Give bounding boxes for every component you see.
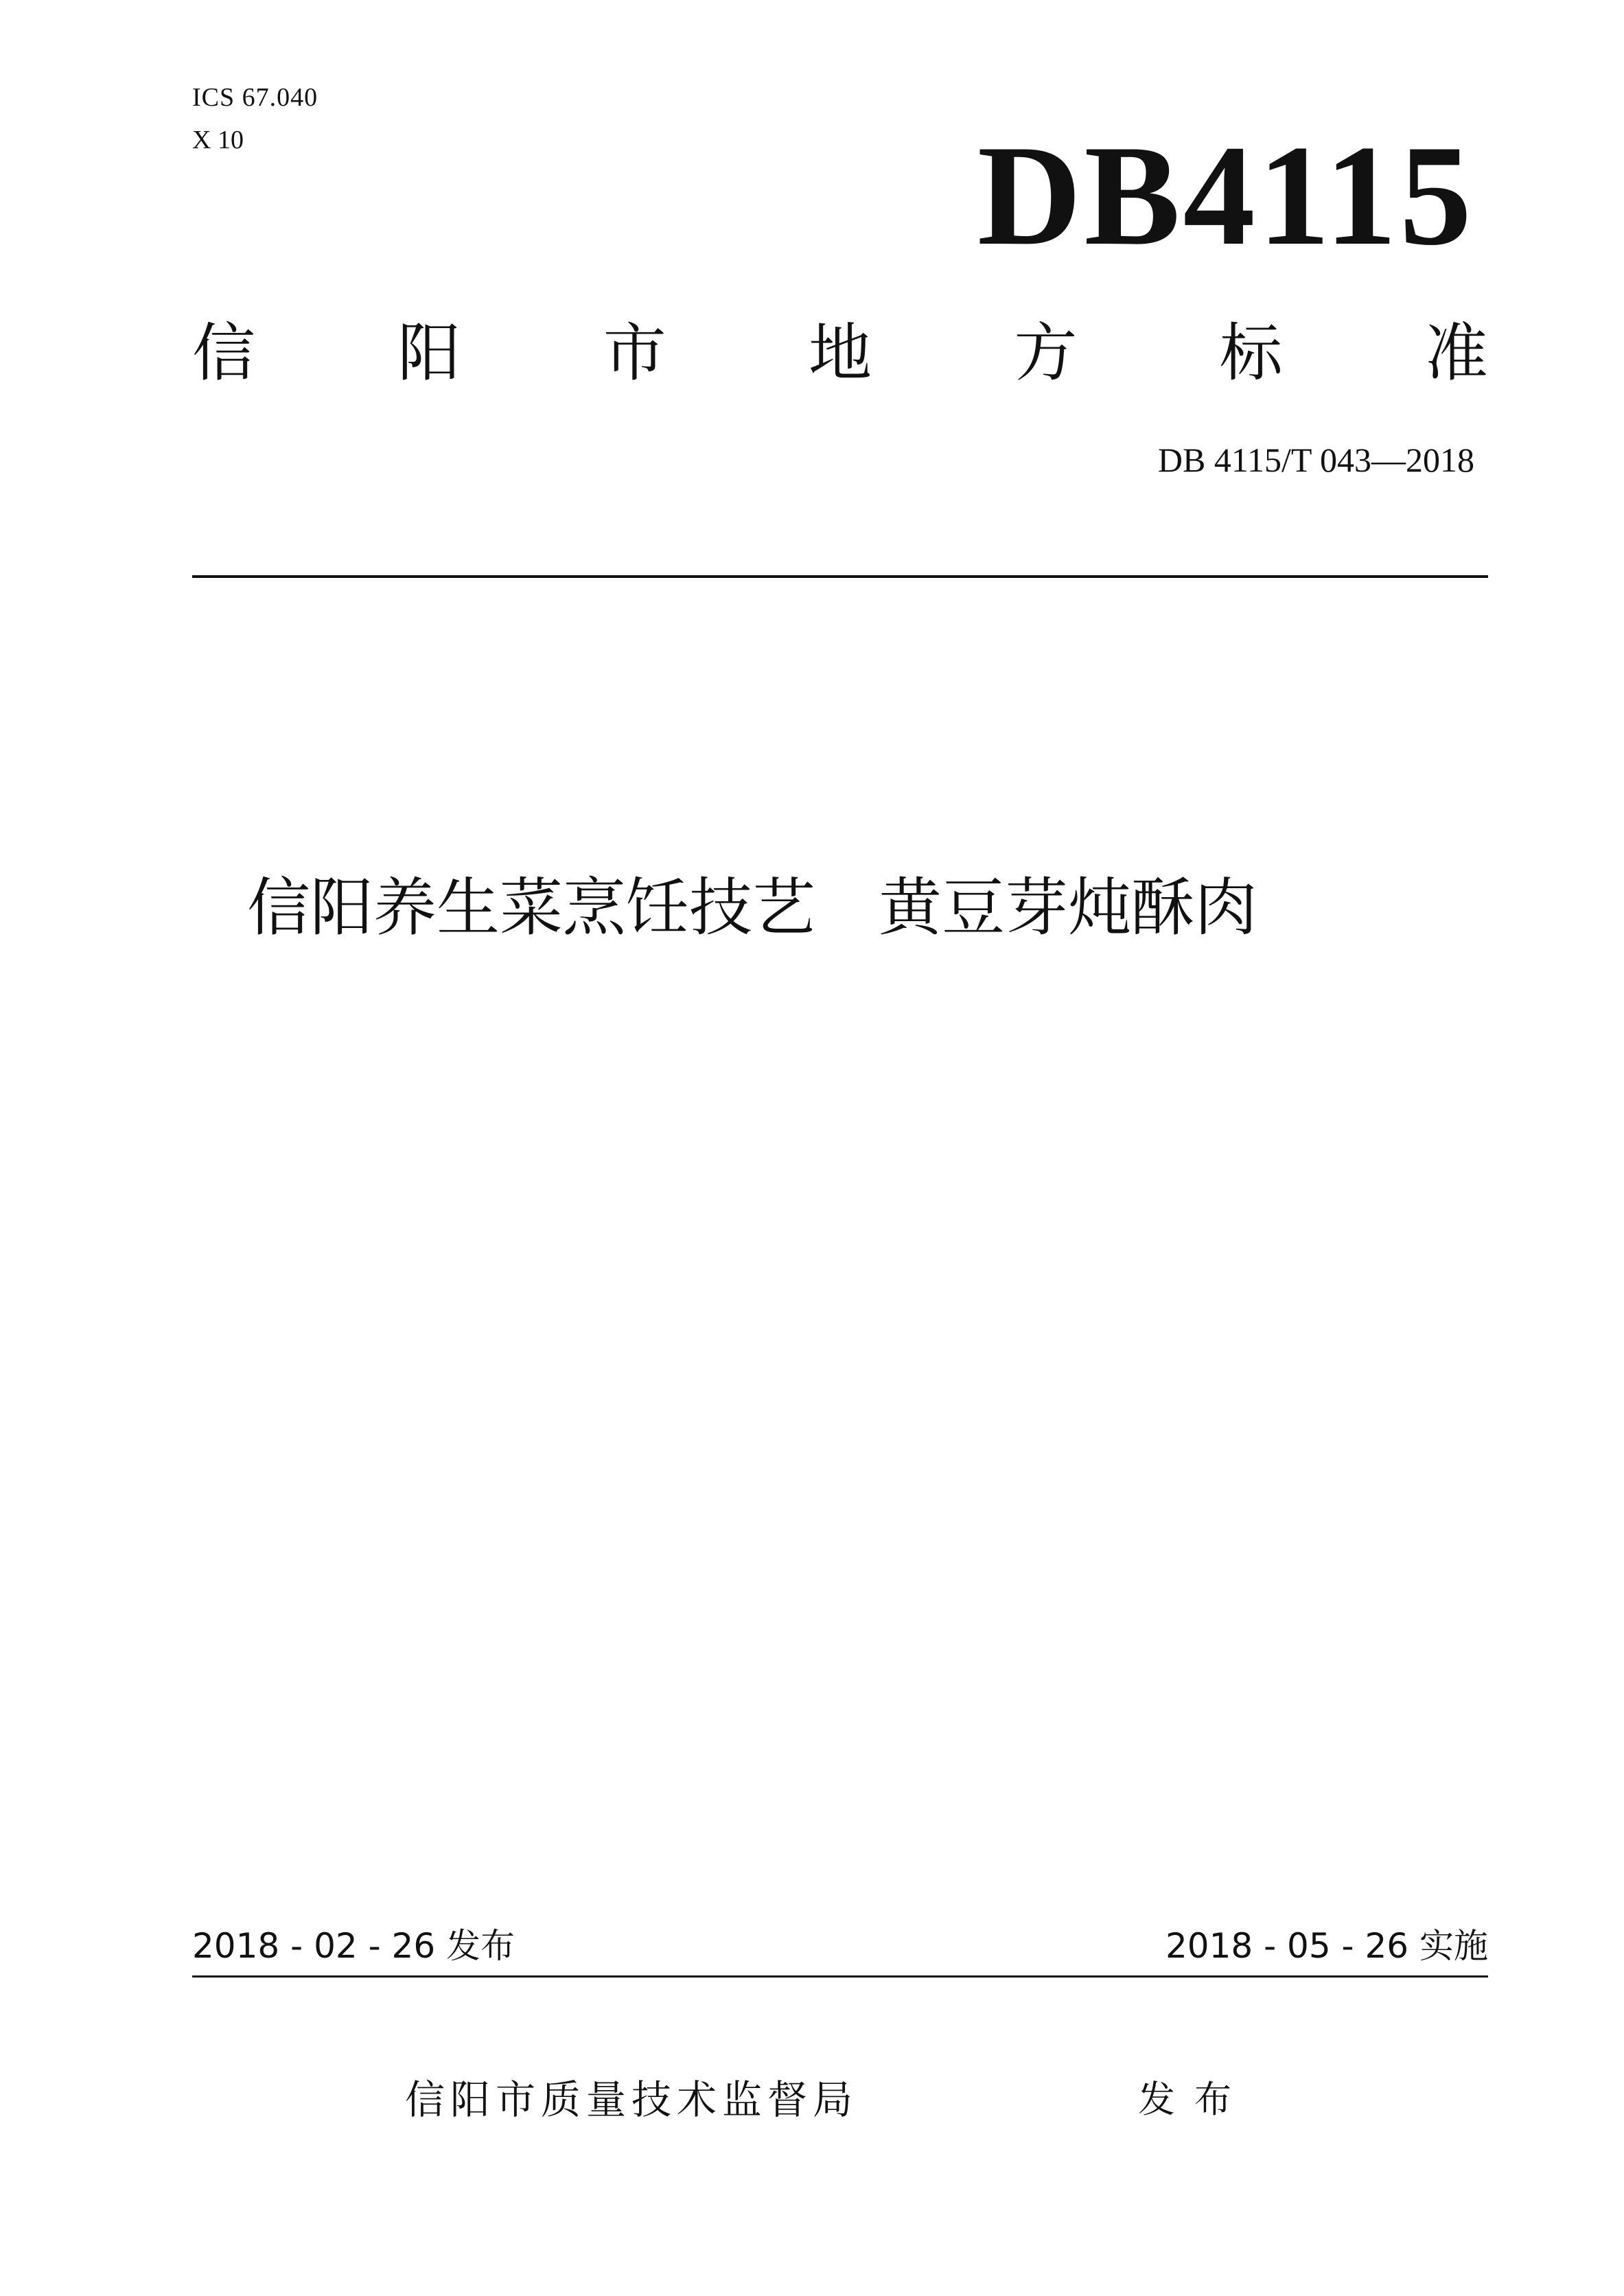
issue-label: 发布 (1138, 2078, 1251, 2121)
standard-category-char: 方 (1014, 316, 1078, 390)
ics-code: ICS 67.040 (192, 83, 318, 112)
classification-code: X 10 (192, 126, 244, 154)
db-logo: DB4115 (977, 116, 1474, 275)
issuing-authority: 信阳市质量技术监督局 (405, 2076, 859, 2123)
standard-category-char: 市 (603, 316, 666, 390)
standard-category (192, 316, 1488, 391)
standard-category-char: 标 (1219, 316, 1283, 390)
header-divider (192, 575, 1488, 578)
standard-number: DB 4115/T 043—2018 (1157, 441, 1474, 479)
standard-category-char: 信 (192, 316, 256, 390)
standard-category-char: 准 (1424, 316, 1488, 390)
footer-divider (192, 1975, 1488, 1978)
document-title: 信阳养生菜烹饪技艺 黄豆芽炖酥肉 (247, 871, 1258, 944)
implement-date: 2018 - 05 - 26 实施 (1165, 1926, 1488, 1966)
issue-date: 2018 - 02 - 26 发布 (192, 1926, 515, 1966)
standard-category-char: 阳 (397, 316, 461, 390)
standard-category-char: 地 (808, 316, 872, 390)
